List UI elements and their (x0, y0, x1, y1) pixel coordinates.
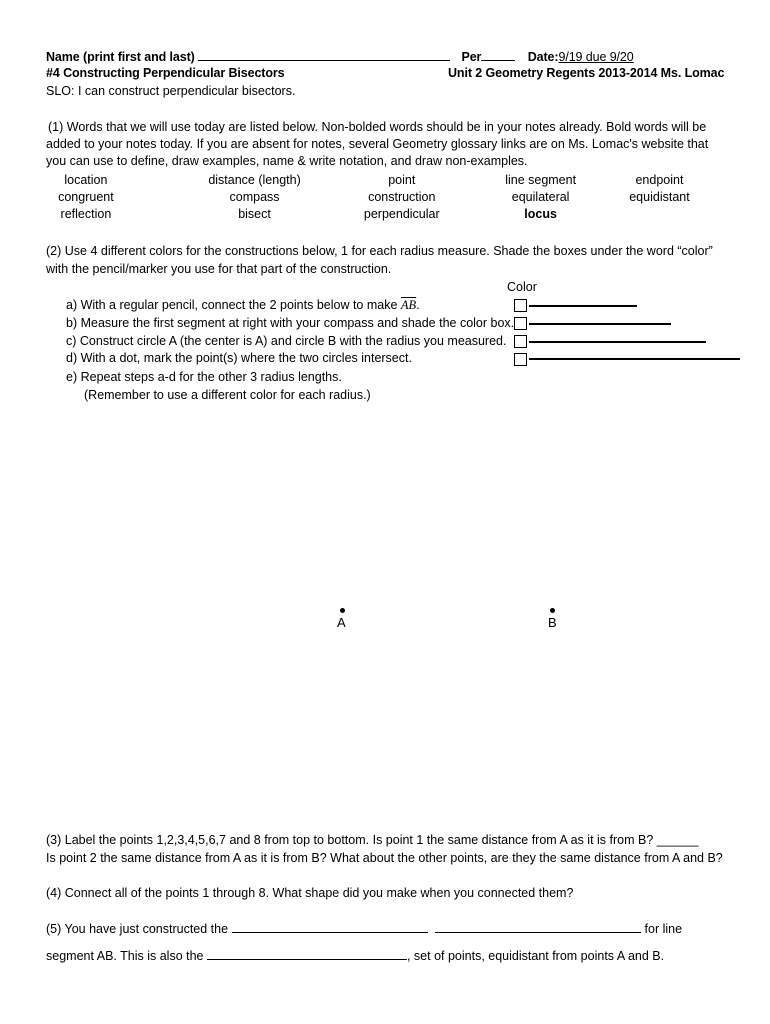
radius-segment-3 (529, 341, 706, 343)
vocab-word: perpendicular (363, 207, 440, 221)
step-c: c) Construct circle A (the center is A) and circle B with the radius you measured. (66, 334, 507, 348)
section1-intro-3: you can use to define, draw examples, name & write notation, and draw non-examples. (46, 154, 528, 168)
per-label: Per (461, 50, 482, 64)
answer-blank-1[interactable] (232, 921, 428, 933)
color-box-3[interactable] (514, 335, 527, 348)
vocab-word (593, 206, 726, 223)
vocab-word: compass (229, 190, 280, 204)
vocabulary-grid (46, 172, 726, 223)
section5-line-1-start: (5) You have just constructed the (46, 922, 229, 936)
point-b[interactable] (550, 608, 555, 613)
section1-intro-2: added to your notes today. If you are absent for notes, several Geometry glossary links are on Ms. Lomac's website that (46, 137, 709, 151)
vocab-row (46, 172, 726, 189)
section3-line-2: Is point 2 the same distance from A as it is from B? What about the other points, are they the same distance from A and B? (46, 851, 723, 865)
section5-line-2-start: segment AB. This is also the (46, 949, 204, 963)
worksheet-title: #4 Constructing Perpendicular Bisectors (46, 66, 285, 80)
vocab-word: distance (length) (208, 173, 301, 187)
date-value: 9/19 due 9/20 (558, 50, 634, 64)
vocab-row (46, 189, 726, 206)
period: . (416, 298, 420, 312)
vocab-word: point (388, 173, 416, 187)
per-blank[interactable] (481, 49, 515, 61)
vocab-word: equilateral (511, 190, 570, 204)
vocab-word: location (64, 173, 108, 187)
vocab-word-bold: locus (524, 207, 557, 221)
section5-line-1-end: for line (644, 922, 683, 936)
vocab-word: line segment (505, 173, 577, 187)
date-label: Date: (527, 50, 559, 64)
section3-line-1: (3) Label the points 1,2,3,4,5,6,7 and 8 from top to bottom. Is point 1 the same distance from A as it is from B? ______ (46, 833, 699, 847)
section1-intro-1: (1) Words that we will use today are listed below. Non-bolded words should be in your notes already. Bold words will be (48, 120, 707, 134)
segment-ab-notation: $\overline{AB}$ (400, 298, 417, 312)
step-b: b) Measure the first segment at right with your compass and shade the color box. (66, 316, 515, 330)
section5-line-2-end: , set of points, equidistant from points A and B. (406, 949, 665, 963)
answer-blank-3[interactable] (207, 948, 407, 960)
section4-line-1: (4) Connect all of the points 1 through 8. What shape did you make when you connected them? (46, 886, 574, 900)
header-line-1 (46, 49, 634, 65)
answer-blank-2[interactable] (435, 921, 641, 933)
step-e: e) Repeat steps a-d for the other 3 radius lengths. (66, 370, 342, 384)
step-a (66, 298, 420, 313)
vocab-word: construction (368, 190, 436, 204)
name-label: Name (print first and last) (46, 50, 195, 64)
vocab-word: reflection (60, 207, 112, 221)
point-a[interactable] (340, 608, 345, 613)
color-column-label: Color (507, 280, 537, 294)
color-box-4[interactable] (514, 353, 527, 366)
vocab-word: congruent (58, 190, 114, 204)
color-box-1[interactable] (514, 299, 527, 312)
radius-segment-4 (529, 358, 740, 360)
point-b-label: B (548, 615, 557, 630)
step-e-note: (Remember to use a different color for each radius.) (84, 388, 371, 402)
section5-line-2 (46, 948, 664, 964)
section5-line-1 (46, 921, 682, 937)
radius-segment-2 (529, 323, 671, 325)
section2-intro-2: with the pencil/marker you use for that part of the construction. (46, 262, 392, 276)
unit-label: Unit 2 Geometry Regents 2013-2014 Ms. Lomac (448, 66, 725, 80)
vocab-word: equidistant (629, 190, 690, 204)
step-a-text: a) With a regular pencil, connect the 2 points below to make (66, 298, 398, 312)
radius-segment-1 (529, 305, 637, 307)
color-box-2[interactable] (514, 317, 527, 330)
slo-text: SLO: I can construct perpendicular bisectors. (46, 84, 296, 98)
name-blank[interactable] (198, 49, 450, 61)
vocab-row (46, 206, 726, 223)
vocab-word: bisect (238, 207, 271, 221)
vocab-word: endpoint (635, 173, 684, 187)
point-a-label: A (337, 615, 346, 630)
step-d: d) With a dot, mark the point(s) where the two circles intersect. (66, 351, 412, 365)
section2-intro-1: (2) Use 4 different colors for the constructions below, 1 for each radius measure. Shade the boxes under the word “color” (46, 244, 713, 258)
